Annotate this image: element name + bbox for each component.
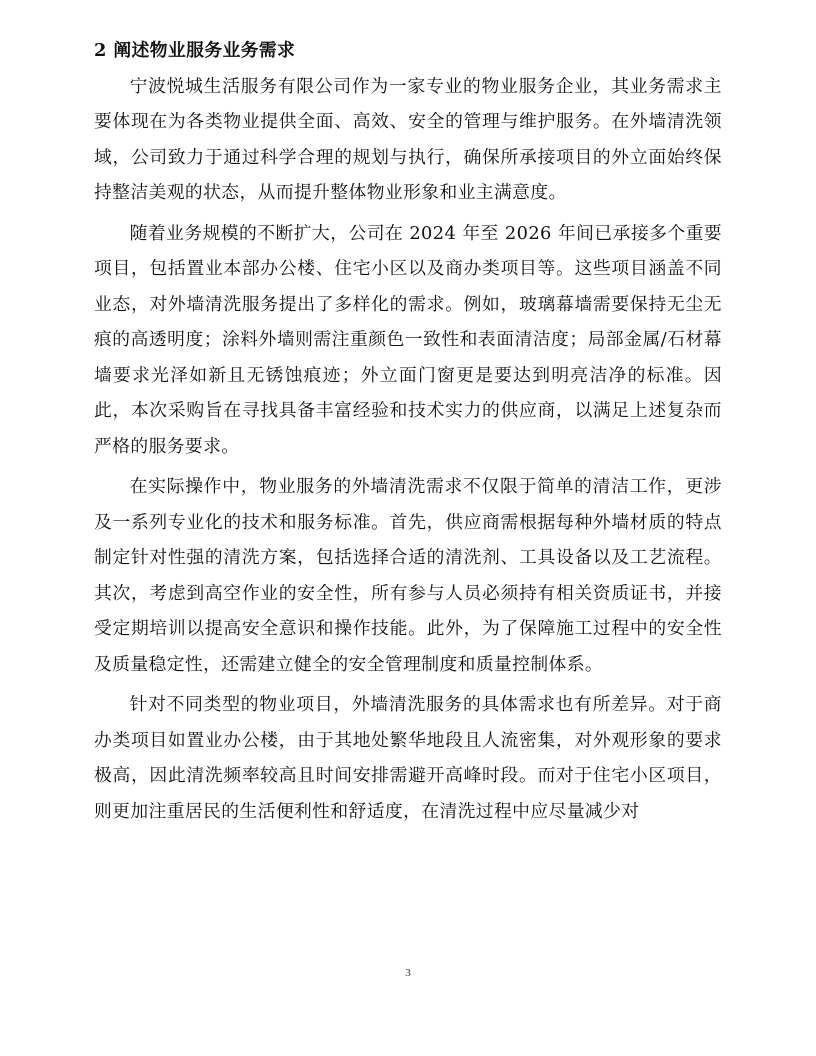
paragraph-project-requirements: 随着业务规模的不断扩大，公司在 2024 年至 2026 年间已承接多个重要项目，包括置业本部办公楼、住宅小区以及商办类项目等。这些项目涵盖不同业态，对外墙清洗服务提出了多样化的需求。例如，玻璃幕墙需要保持无尘无痕的高透明度；涂料外墙则需注重颜色一致性和表面清洁度；局部金属/石材幕墙要求光泽如新且无锈蚀痕迹；外立面门窗更是要达到明亮洁净的标准。因此，本次采购旨在寻找具备丰富经验和技术实力的供应商，以满足上述复杂而严格的服务要求。 [94,222,722,457]
paragraph-company-overview: 宁波悦城生活服务有限公司作为一家专业的物业服务企业，其业务需求主要体现在为各类物业提供全面、高效、安全的管理与维护服务。在外墙清洗领域，公司致力于通过科学合理的规划与执行，确保所承接项目的外立面始终保持整洁美观的状态，从而提升整体物业形象和业主满意度。 [94,75,722,203]
section-heading: 2 阐述物业服务业务需求 [94,40,296,61]
paragraph-technical-standards: 在实际操作中，物业服务的外墙清洗需求不仅限于简单的清洁工作，更涉及一系列专业化的技术和服务标准。首先，供应商需根据每种外墙材质的特点制定针对性强的清洗方案，包括选择合适的清洗剂、工具设备以及工艺流程。其次，考虑到高空作业的安全性，所有参与人员必须持有相关资质证书，并接受定期培训以提高安全意识和操作技能。此外，为了保障施工过程中的安全性及质量稳定性，还需建立健全的安全管理制度和质量控制体系。 [94,476,722,675]
page-number: 3 [405,967,411,979]
document-body [94,33,722,834]
paragraph-project-types: 针对不同类型的物业项目，外墙清洗服务的具体需求也有所差异。对于商办类项目如置业办公楼，由于其地处繁华地段且人流密集，对外观形象的要求极高，因此清洗频率较高且时间安排需避开高峰时段。而对于住宅小区项目，则更加注重居民的生活便利性和舒适度，在清洗过程中应尽量减少对 [94,694,722,822]
